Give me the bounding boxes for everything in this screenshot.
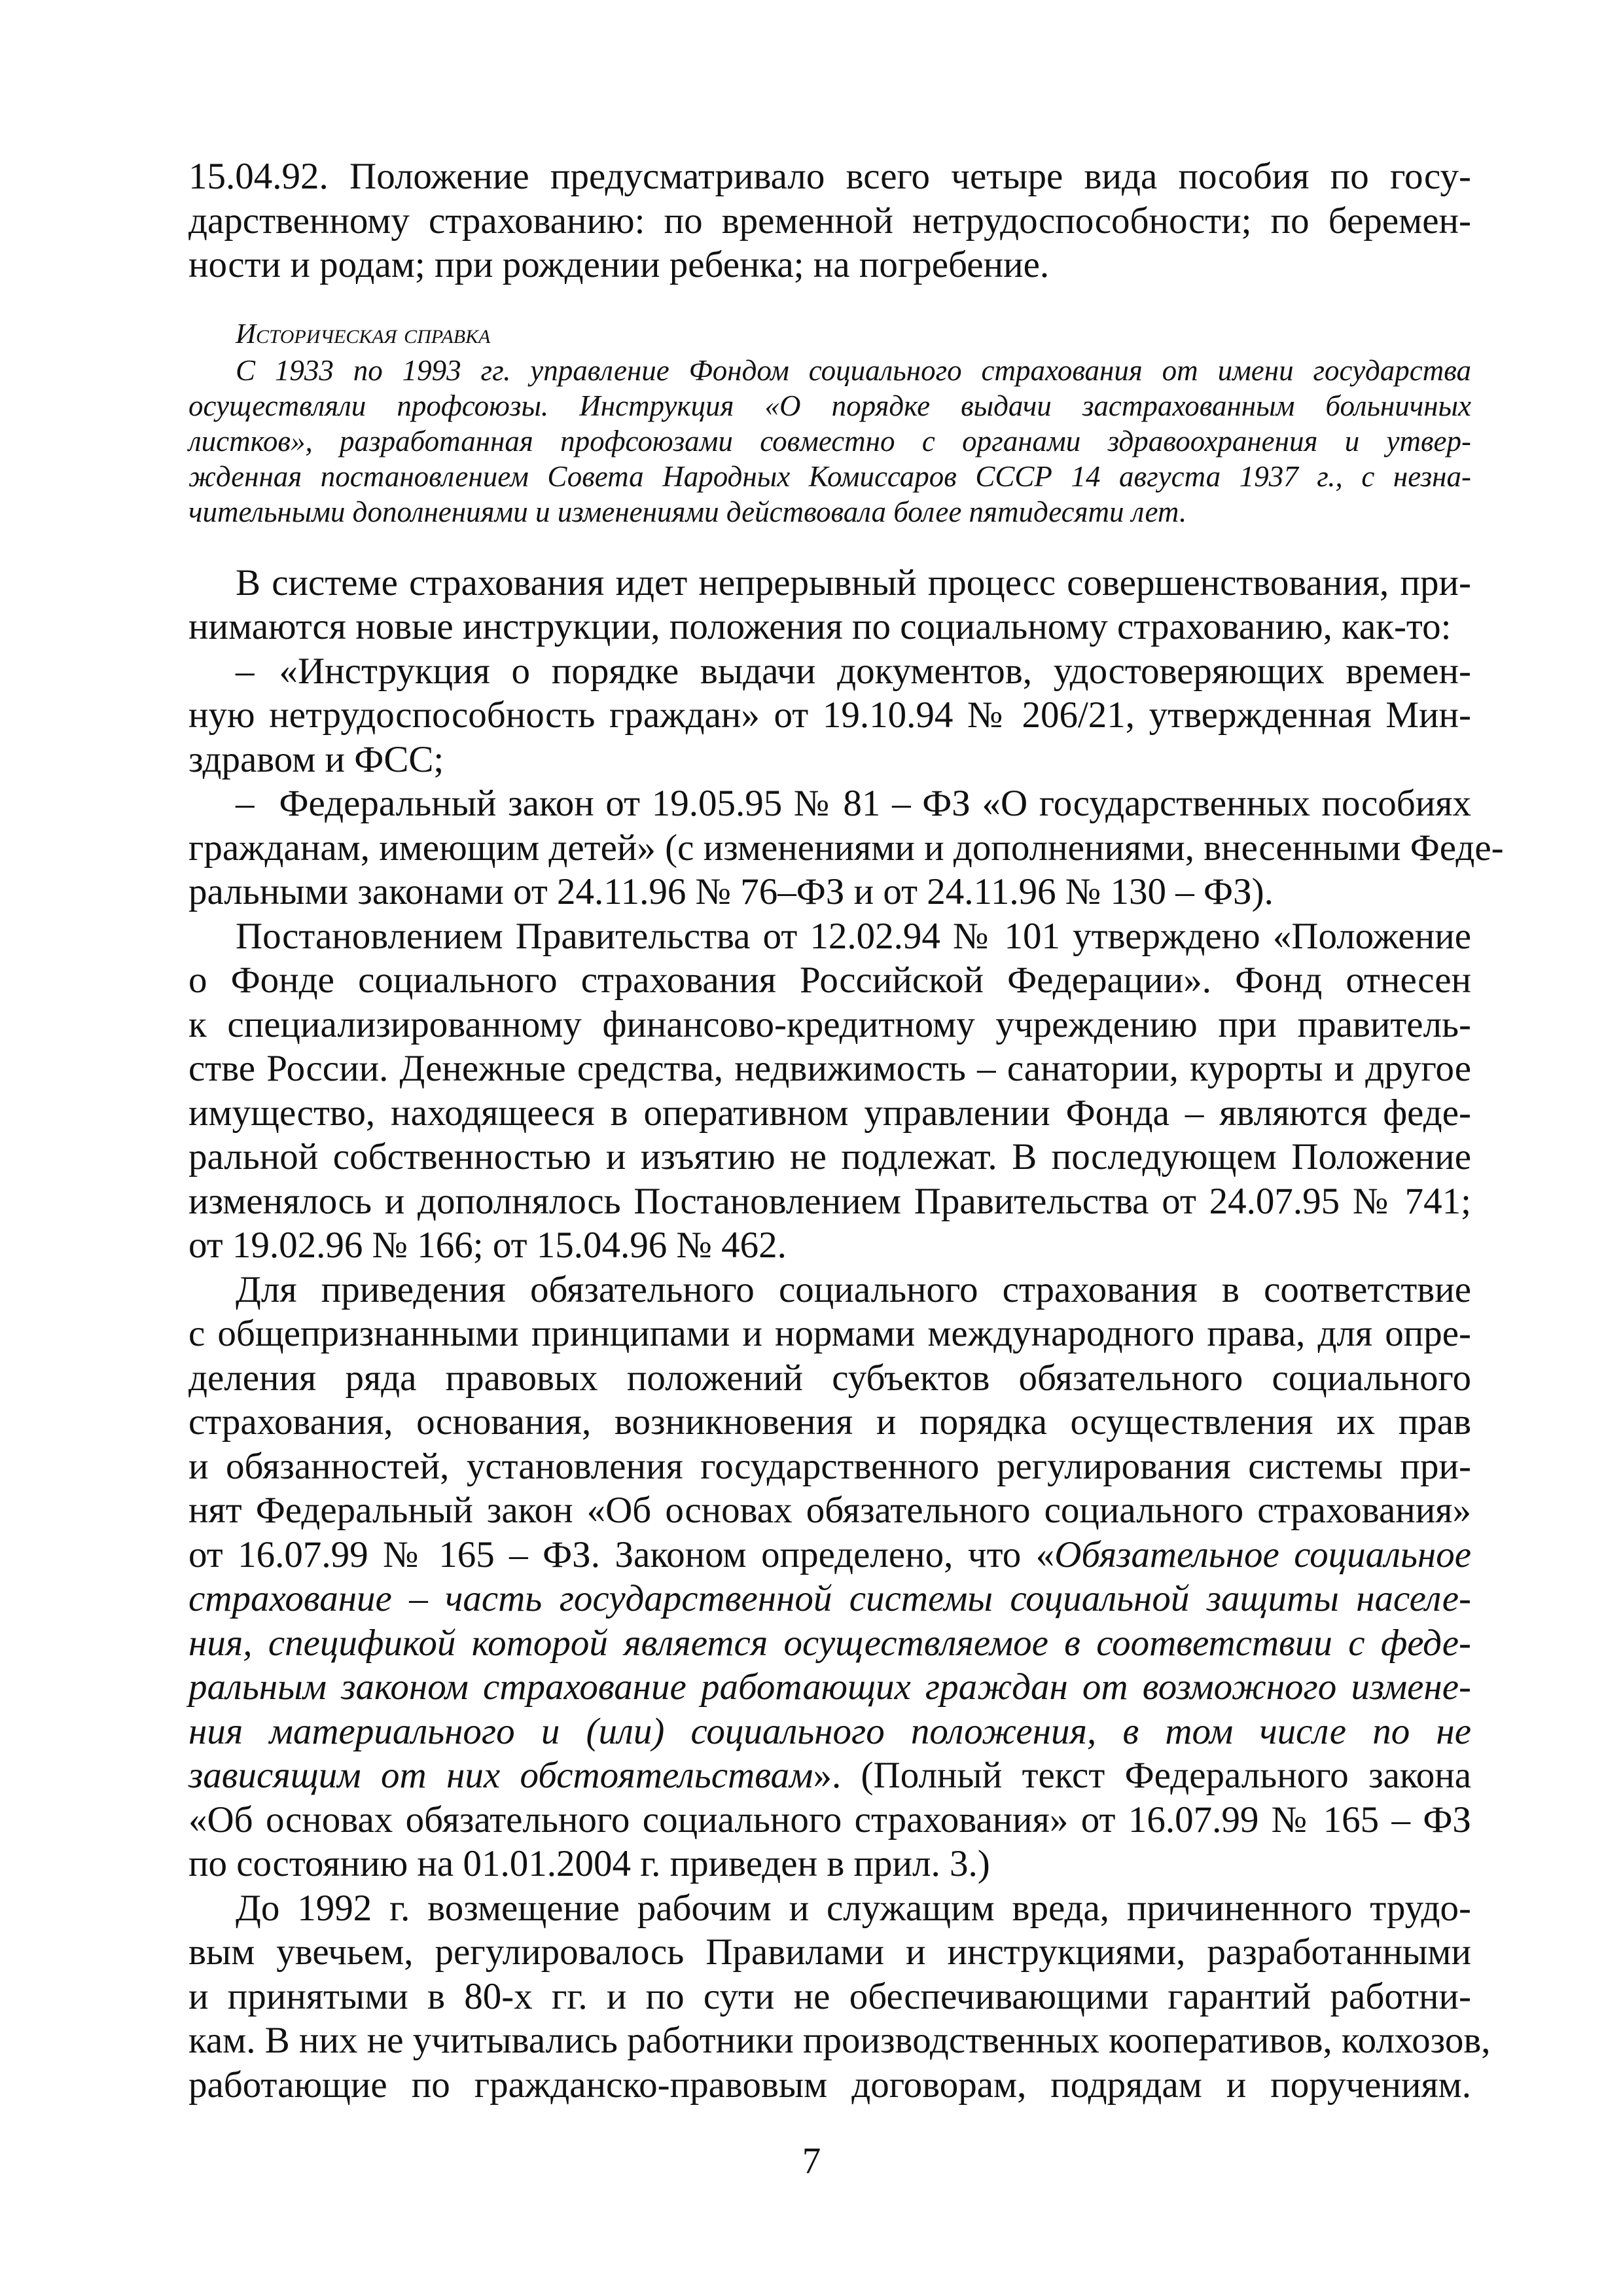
list-dash: – xyxy=(236,650,255,692)
list-dash: – xyxy=(236,783,255,824)
text-line: изменялось и дополнялось Постановлением Правительства от 24.07.95 № 741; xyxy=(188,1180,1471,1222)
text-line: от 19.02.96 № 166; от 15.04.96 № 462. xyxy=(188,1225,787,1266)
historical-note-heading xyxy=(188,316,1471,353)
text-run: от 16.07.99 № 165 – ФЗ. Законом определено, что « xyxy=(188,1534,1055,1575)
text-line: ральной собственностью и изъятию не подлежат. В последующем Положение xyxy=(188,1136,1471,1177)
page-body xyxy=(188,154,1504,2107)
text-line: о Фонде социального страхования Российской Федерации». Фонд отнесен xyxy=(188,960,1471,1001)
text-line: гражданам, имеющим детей» (с изменениями и дополнениями, внесенными Феде- xyxy=(188,827,1504,869)
text-line: и принятыми в 80-х гг. и по сути не обеспечивающими гарантий работни- xyxy=(188,1975,1471,2017)
note-line: С 1933 по 1993 гг. управление Фондом социального страхования от имени государства xyxy=(236,353,1471,387)
text-line: нят Федеральный закон «Об основах обязательного социального страхования» xyxy=(188,1490,1471,1531)
note-line: чительными дополнениями и изменениями действовала более пятидесяти лет. xyxy=(188,495,1187,528)
text-line xyxy=(188,1753,1471,1798)
text-line: по состоянию на 01.01.2004 г. приведен в прил. 3.) xyxy=(188,1843,990,1884)
paragraph-benefits xyxy=(188,154,1471,287)
text-line: имущество, находящееся в оперативном управлении Фонда – являются феде- xyxy=(188,1092,1471,1134)
list-item xyxy=(188,781,1504,914)
text-line: 15.04.92. Положение предусматривало всего четыре вида пособия по госу- xyxy=(188,156,1471,197)
page-number: 7 xyxy=(802,2140,821,2181)
text-line: работающие по гражданско-правовым договорам, подрядам и поручениям. xyxy=(188,2064,1471,2106)
paragraph-federal-law xyxy=(188,1268,1471,1886)
note-line: осуществляли профсоюзы. Инструкция «О порядке выдачи застрахованным больничных xyxy=(188,389,1471,422)
text-line: ную нетрудоспособность граждан» от 19.10.94 № 206/21, утвержденная Мин- xyxy=(188,694,1471,736)
text-line: деления ряда правовых положений субъектов обязательного социального xyxy=(188,1357,1471,1399)
text-line: ности и родам; при рождении ребенка; на погребение. xyxy=(188,244,1050,285)
quote-line: ральным законом страхование работающих граждан от возможного измене- xyxy=(188,1666,1471,1708)
text-line: В системе страхования идет непрерывный процесс совершенствования, при- xyxy=(236,562,1471,603)
text-line xyxy=(188,649,1471,694)
text-line: Для приведения обязательного социального страхования в соответствие xyxy=(236,1268,1471,1310)
text-line: кам. В них не учитывались работники производственных кооперативов, колхозов, xyxy=(188,2020,1491,2061)
list-item-text: Федеральный закон от 19.05.95 № 81 – ФЗ «О государственных пособиях xyxy=(279,783,1471,824)
quote-italic: Обязательное социальное xyxy=(1054,1534,1472,1575)
historical-note-heading-text: Историческая справка xyxy=(236,318,491,350)
text-line: ральными законами от 24.11.96 № 76–ФЗ и от 24.11.96 № 130 – ФЗ). xyxy=(188,871,1274,912)
text-line: «Об основах обязательного социального страхования» от 16.07.99 № 165 – ФЗ xyxy=(188,1799,1471,1840)
quote-line: страхование – часть государственной системы социальной защиты населе- xyxy=(188,1578,1471,1619)
text-line: здравом и ФСС; xyxy=(188,738,444,780)
text-line: к специализированному финансово-кредитному учреждению при правитель- xyxy=(188,1003,1471,1045)
list-item-text: «Инструкция о порядке выдачи документов, удостоверяющих времен- xyxy=(279,650,1471,692)
text-line: и обязанностей, установления государственного регулирования системы при- xyxy=(188,1445,1471,1487)
list-item xyxy=(188,649,1471,782)
note-line: листков», разработанная профсоюзами совместно с органами здравоохранения и утвер- xyxy=(188,424,1471,457)
text-line: стве России. Денежные средства, недвижимость – санатории, курорты и другое xyxy=(188,1048,1471,1089)
text-line: нимаются новые инструкции, положения по социальному страхованию, как-то: xyxy=(188,606,1452,647)
historical-note xyxy=(188,316,1471,529)
text-line: До 1992 г. возмещение рабочим и служащим вреда, причиненного трудо- xyxy=(236,1887,1471,1929)
quote-italic: зависящим от них обстоятельствам xyxy=(188,1755,813,1796)
paragraph-insurance-system xyxy=(188,561,1471,649)
quote-line: ния, спецификой которой является осуществляемое в соответствии с феде- xyxy=(188,1622,1471,1664)
text-line: вым увечьем, регулировалось Правилами и инструкциями, разработанными xyxy=(188,1931,1471,1973)
paragraph-decree xyxy=(188,914,1471,1268)
text-line xyxy=(188,781,1471,826)
text-line: Постановлением Правительства от 12.02.94 № 101 утверждено «Положение xyxy=(236,915,1471,957)
text-run: ». (Полный текст Федерального закона xyxy=(813,1755,1471,1796)
text-line: с общепризнанными принципами и нормами международного права, для опре- xyxy=(188,1313,1471,1354)
paragraph-1992 xyxy=(188,1886,1491,2108)
text-line xyxy=(188,1533,1471,1577)
quote-line: ния материального и (или) социального положения, в том числе по не xyxy=(188,1710,1471,1752)
text-line: дарственному страхованию: по временной нетрудоспособности; по беремен- xyxy=(188,200,1471,242)
text-line: страхования, основания, возникновения и порядка осуществления их прав xyxy=(188,1401,1471,1443)
note-line: жденная постановлением Совета Народных Комиссаров СССР 14 августа 1937 г., с незна- xyxy=(188,459,1471,493)
